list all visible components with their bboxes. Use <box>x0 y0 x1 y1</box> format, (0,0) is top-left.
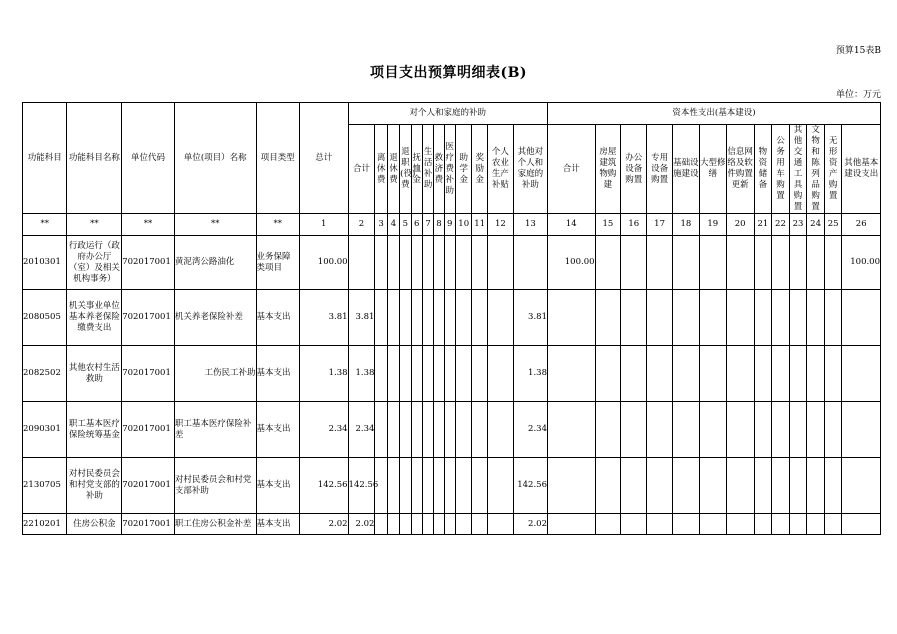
index-cell: 9 <box>444 214 455 236</box>
th-capital-col: 物资储备 <box>754 125 772 214</box>
func-name-cell: 对村民委员会和村党支部的补助 <box>67 458 122 514</box>
table-row <box>23 402 881 458</box>
proj-type-cell: 业务保障类项目 <box>256 236 299 290</box>
personal-total-cell: 2.34 <box>348 402 375 458</box>
personal-total-cell <box>348 236 375 290</box>
table-row <box>23 236 881 290</box>
th-personal-col: 合计 <box>348 125 375 214</box>
index-cell: 20 <box>726 214 754 236</box>
index-cell: 2 <box>348 214 375 236</box>
th-personal-col: 助学金 <box>455 125 472 214</box>
index-cell: ** <box>256 214 299 236</box>
index-cell: 6 <box>411 214 422 236</box>
func-name-cell: 职工基本医疗保险统筹基金 <box>67 402 122 458</box>
capital-total-cell <box>547 290 595 346</box>
unit-code-cell: 702017001 <box>122 402 175 458</box>
func-name-cell: 机关事业单位基本养老保险缴费支出 <box>67 290 122 346</box>
personal-total-cell: 142.56 <box>348 458 375 514</box>
unit-code-cell: 702017001 <box>122 236 175 290</box>
index-cell: 26 <box>842 214 881 236</box>
index-cell: 4 <box>387 214 399 236</box>
index-cell: 18 <box>673 214 700 236</box>
th-personal-col: 个人农业生产补贴 <box>487 125 513 214</box>
index-cell: 24 <box>807 214 825 236</box>
personal-other-cell: 2.02 <box>513 514 547 535</box>
th-capital-col: 其他交通工具购置 <box>789 125 807 214</box>
capital-total-cell: 100.00 <box>547 236 595 290</box>
unit-name-cell: 工伤民工补助 <box>174 346 256 402</box>
capital-other-cell: 100.00 <box>842 236 881 290</box>
index-cell: 15 <box>595 214 621 236</box>
total-cell: 2.34 <box>299 402 348 458</box>
total-cell: 1.38 <box>299 346 348 402</box>
table-row <box>23 346 881 402</box>
capital-total-cell <box>547 458 595 514</box>
index-cell: 1 <box>299 214 348 236</box>
th-proj-type: 项目类型 <box>256 103 299 214</box>
budget-table <box>22 102 881 535</box>
th-personal-col: 其他对个人和家庭的补助 <box>513 125 547 214</box>
th-capital-col: 其他基本建设支出 <box>842 125 881 214</box>
index-row <box>23 214 881 236</box>
form-number: 预算15表B <box>835 46 881 56</box>
func-name-cell: 住房公积金 <box>67 514 122 535</box>
capital-other-cell <box>842 458 881 514</box>
func-code-cell: 2082502 <box>23 346 67 402</box>
index-cell: 23 <box>789 214 807 236</box>
index-cell: 21 <box>754 214 772 236</box>
th-unit-name: 单位(项目）名称 <box>174 103 256 214</box>
capital-other-cell <box>842 514 881 535</box>
total-cell: 100.00 <box>299 236 348 290</box>
unit-code-cell: 702017001 <box>122 514 175 535</box>
personal-other-cell <box>513 236 547 290</box>
personal-other-cell: 2.34 <box>513 402 547 458</box>
th-func-name: 功能科目名称 <box>67 103 122 214</box>
th-capital-col: 合计 <box>547 125 595 214</box>
proj-type-cell: 基本支出 <box>256 402 299 458</box>
func-code-cell: 2090301 <box>23 402 67 458</box>
capital-total-cell <box>547 402 595 458</box>
func-code-cell: 2010301 <box>23 236 67 290</box>
th-capital-col: 大型修缮 <box>699 125 726 214</box>
th-group-capital: 资本性支出(基本建设) <box>547 103 880 125</box>
func-code-cell: 2210201 <box>23 514 67 535</box>
func-code-cell: 2080505 <box>23 290 67 346</box>
th-capital-col: 无形资产购置 <box>824 125 842 214</box>
index-cell: 7 <box>422 214 433 236</box>
personal-total-cell: 1.38 <box>348 346 375 402</box>
personal-other-cell: 3.81 <box>513 290 547 346</box>
unit-code-cell: 702017001 <box>122 346 175 402</box>
th-personal-col: 离休费 <box>375 125 387 214</box>
th-capital-col: 房屋建筑物购建 <box>595 125 621 214</box>
index-cell: 5 <box>400 214 411 236</box>
capital-total-cell <box>547 514 595 535</box>
index-cell: 17 <box>647 214 673 236</box>
total-cell: 3.81 <box>299 290 348 346</box>
total-cell: 142.56 <box>299 458 348 514</box>
th-personal-col: 奖励金 <box>472 125 488 214</box>
total-cell: 2.02 <box>299 514 348 535</box>
index-cell: 25 <box>824 214 842 236</box>
th-personal-col: 医疗费补助 <box>444 125 455 214</box>
personal-other-cell: 142.56 <box>513 458 547 514</box>
unit-name-cell: 职工住房公积金补差 <box>174 514 256 535</box>
page-title: 项目支出预算明细表(B) <box>369 65 528 81</box>
unit-label: 单位：万元 <box>835 90 881 100</box>
unit-name-cell: 对村民委员会和村党支部补助 <box>174 458 256 514</box>
th-capital-col: 文物和陈列品购置 <box>807 125 825 214</box>
th-personal-col: 退职(役)费 <box>400 125 411 214</box>
proj-type-cell: 基本支出 <box>256 458 299 514</box>
index-cell: 3 <box>375 214 387 236</box>
th-personal-col: 抚恤金 <box>411 125 422 214</box>
func-code-cell: 2130705 <box>23 458 67 514</box>
unit-name-cell: 黄泥湾公路油化 <box>174 236 256 290</box>
th-personal-col: 退休费 <box>387 125 399 214</box>
th-capital-col: 公务用车购置 <box>772 125 790 214</box>
proj-type-cell: 基本支出 <box>256 290 299 346</box>
index-cell: ** <box>174 214 256 236</box>
index-cell: 19 <box>699 214 726 236</box>
capital-other-cell <box>842 402 881 458</box>
th-total: 总计 <box>299 103 348 214</box>
th-group-personal: 对个人和家庭的补助 <box>348 103 547 125</box>
unit-name-cell: 职工基本医疗保险补差 <box>174 402 256 458</box>
table-row <box>23 290 881 346</box>
capital-total-cell <box>547 346 595 402</box>
unit-code-cell: 702017001 <box>122 458 175 514</box>
personal-total-cell: 2.02 <box>348 514 375 535</box>
th-capital-col: 基础设施建设 <box>673 125 700 214</box>
unit-code-cell: 702017001 <box>122 290 175 346</box>
personal-total-cell: 3.81 <box>348 290 375 346</box>
table-row <box>23 458 881 514</box>
func-name-cell: 其他农村生活救助 <box>67 346 122 402</box>
index-cell: 11 <box>472 214 488 236</box>
index-cell: 8 <box>434 214 444 236</box>
capital-other-cell <box>842 290 881 346</box>
index-cell: 14 <box>547 214 595 236</box>
proj-type-cell: 基本支出 <box>256 346 299 402</box>
index-cell: 13 <box>513 214 547 236</box>
th-capital-col: 专用设备购置 <box>647 125 673 214</box>
table-row <box>23 514 881 535</box>
th-personal-col: 救济费 <box>434 125 444 214</box>
index-cell: ** <box>67 214 122 236</box>
index-cell: 12 <box>487 214 513 236</box>
th-func-code: 功能科目 <box>23 103 67 214</box>
capital-other-cell <box>842 346 881 402</box>
index-cell: 10 <box>455 214 472 236</box>
th-personal-col: 生活补助 <box>422 125 433 214</box>
index-cell: ** <box>122 214 175 236</box>
th-capital-col: 信息网络及软件购置更新 <box>726 125 754 214</box>
index-cell: 22 <box>772 214 790 236</box>
func-name-cell: 行政运行（政府办公厅（室）及相关机构事务） <box>67 236 122 290</box>
index-cell: 16 <box>621 214 647 236</box>
th-capital-col: 办公设备购置 <box>621 125 647 214</box>
personal-other-cell: 1.38 <box>513 346 547 402</box>
unit-name-cell: 机关养老保险补差 <box>174 290 256 346</box>
th-unit-code: 单位代码 <box>122 103 175 214</box>
index-cell: ** <box>23 214 67 236</box>
proj-type-cell: 基本支出 <box>256 514 299 535</box>
